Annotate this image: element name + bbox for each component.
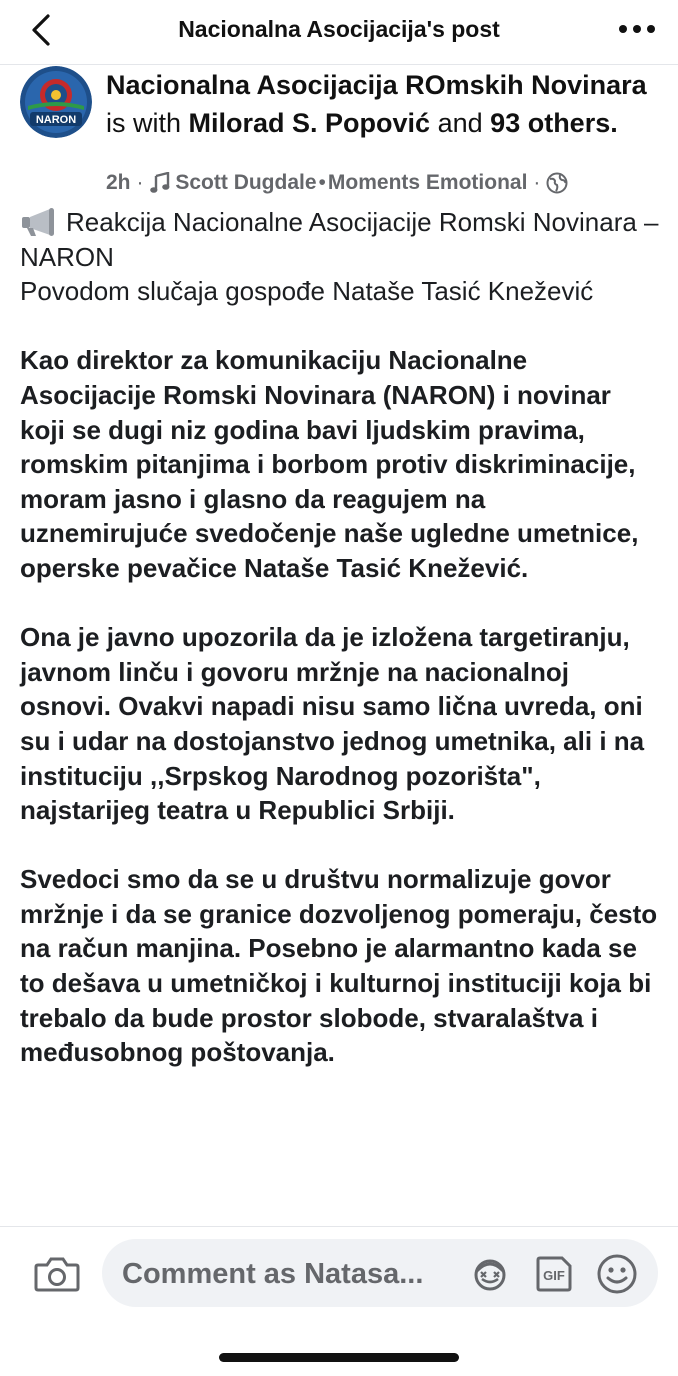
song-title[interactable]: Moments Emotional (327, 171, 528, 194)
smiley-icon[interactable] (596, 1253, 638, 1295)
top-navigation-bar (0, 0, 678, 65)
period-text: . (610, 108, 618, 138)
post-header (20, 66, 660, 196)
post-body (20, 205, 660, 1070)
avatar-text: NARON (35, 114, 77, 126)
post-subtitle-line: Povodom slučaja gospođe Nataše Tasić Knežević (20, 276, 594, 307)
more-horizontal-icon[interactable] (614, 14, 660, 44)
camera-icon[interactable] (34, 1256, 80, 1292)
meta-dot-2: · (533, 171, 541, 194)
comment-input[interactable] (102, 1239, 658, 1307)
comment-placeholder: Comment as Natasa... (122, 1258, 424, 1290)
gif-label: GIF (543, 1268, 565, 1283)
post-paragraph-2: Ona je javno upozorila da je izložena targetiranju, javnom linču i govoru mržnje na nacionalnoj osnovi. Ovakvi napadi nisu samo lična uvreda, oni su i udar na dostojanstvo jednog umetnika, ali i na instituciju ,,Srpskog Narodnog pozorišta", najstarijeg teatra u Republici Srbiji. (20, 622, 645, 826)
post-meta (106, 171, 658, 195)
music-note-icon (150, 172, 170, 194)
megaphone-icon (20, 207, 60, 237)
post-paragraph-3: Svedoci smo da se u društvu normalizuje govor mržnje i da se granice dozvoljenog pomeraju, često na račun manjina. Posebno je alarmantno kada se to dešava u umetničkoj i kulturnoj instituciji koja bi trebalo da bude prostor slobode, stvaralaštva i međusobnog poštovanja. (20, 864, 658, 1068)
post-header-text (106, 66, 658, 142)
post-paragraph-1: Kao direktor za komunikaciju Nacionalne Asocijacije Romski Novinara (NARON) i novinar koji se dugi niz godina bavi ljudskim pravima, romskim pitanjima i borbom protiv diskriminacije, moram jasno i glasno da reagujem na uznemirujuće svedočenje naše ugledne umetnice, operske pevačice Nataše Tasić Knežević. (20, 345, 639, 583)
post-time[interactable]: 2h (106, 171, 131, 194)
avatar-sticker-icon[interactable] (470, 1254, 510, 1294)
gif-icon[interactable] (534, 1254, 574, 1294)
others-link[interactable]: 93 others (490, 108, 611, 138)
page-name-link[interactable]: Nacionalna Asocijacija ROmskih Novinara (106, 70, 647, 100)
comment-bar (0, 1226, 678, 1317)
globe-icon (546, 172, 568, 194)
tagged-person-link[interactable]: Milorad S. Popović (188, 108, 431, 138)
home-indicator[interactable] (219, 1353, 459, 1362)
page-avatar[interactable] (20, 66, 92, 138)
and-text: and (437, 108, 483, 138)
song-artist[interactable]: Scott Dugdale (175, 171, 317, 194)
page-title: Nacionalna Asocijacija's post (178, 16, 500, 42)
post-title-line: Reakcija Nacionalne Asocijacije Romski Novinara – NARON (20, 207, 659, 272)
meta-dot: · (136, 171, 144, 194)
meta-bullet: • (318, 171, 326, 194)
is-with-text: is with (106, 108, 182, 138)
